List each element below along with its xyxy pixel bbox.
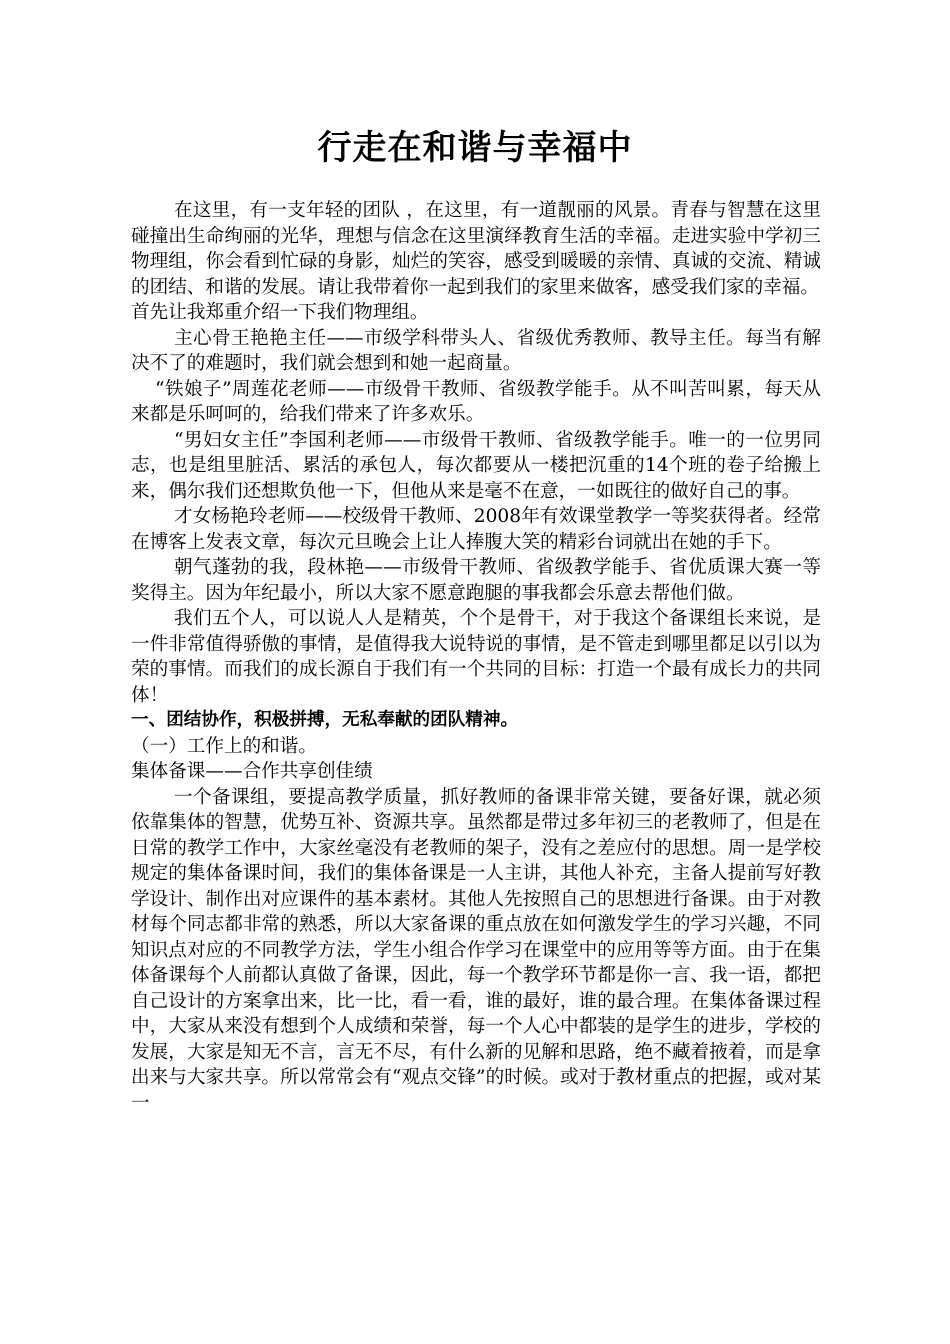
- document-title: 行走在和谐与幸福中: [317, 128, 633, 168]
- subtopic-heading: 集体备课——合作共享创佳绩: [131, 761, 373, 782]
- paragraph-member-zhou: “铁娘子”周莲花老师——市级骨干教师、省级教学能手。从不叫苦叫累，每天从来都是乐呵呵的，给我们带来了许多欢乐。: [131, 378, 821, 425]
- paragraph-collective-lesson-prep: 一个备课组，要提高教学质量，抓好教师的备课非常关键，要备好课，就必须依靠集体的智慧，优势互补、资源共享。虽然都是带过多年初三的老教师了，但是在日常的教学工作中，大家丝毫没有老教师的架子，没有之差应付的思想。周一是学校规定的集体备课时间，我们的集体备课是一人主讲，其他人补充，主备人提前写好教学设计、制作出对应课件的基本素材。其他人先按照自己的思想进行备课。由于对教材每个同志都非常的熟悉，所以大家备课的重点放在如何激发学生的学习兴趣，不同知识点对应的不同教学方法，学生小组合作学习在课堂中的应用等等方面。由于在集体备课每个人前都认真做了备课，因此，每一个教学环节都是你一言、我一语，都把自己设计的方案拿出来，比一比，看一看，谁的最好，谁的最合理。在集体备课过程中，大家从来没有想到个人成绩和荣誉，每一个人心中都装的是学生的进步，学校的发展，大家是知无不言，言无不尽，有什么新的见解和思路，绝不藏着掖着，而是拿出来与大家共享。所以常常会有“观点交锋”的时候。或对于教材重点的把握，或对某一: [131, 786, 821, 1114]
- document-body: [131, 198, 821, 1116]
- subsection-heading: （一）工作上的和谐。: [131, 735, 317, 757]
- paragraph-member-yang: 才女杨艳玲老师——校级骨干教师、2008年有效课堂教学一等奖获得者。经常在博客上发表文章，每次元旦晚会上让人捧腹大笑的精彩台词就出在她的手下。: [131, 506, 821, 553]
- paragraph-introduce-group: 首先让我郑重介绍一下我们物理组。: [131, 302, 429, 323]
- paragraph-member-duan: 朝气蓬勃的我，段林艳——市级骨干教师、省级教学能手、省优质课大赛一等奖得主。因为年纪最小，所以大家不愿意跑腿的事我都会乐意去帮他们做。: [131, 557, 821, 604]
- paragraph-member-li: “男妇女主任”李国利老师——市级骨干教师、省级教学能手。唯一的一位男同志，也是组里脏活、累活的承包人，每次都要从一楼把沉重的14个班的卷子给搬上来，偶尔我们还想欺负他一下，但他从来是毫不在意，一如既往的做好自己的事。: [131, 429, 821, 502]
- paragraph-member-wang: 主心骨王艳艳主任——市级学科带头人、省级优秀教师、教导主任。每当有解决不了的难题时，我们就会想到和她一起商量。: [131, 327, 821, 374]
- paragraph-team-summary: 我们五个人，可以说人人是精英，个个是骨干，对于我这个备课组长来说，是一件非常值得骄傲的事情，是值得我大说特说的事情，是不管走到哪里都足以引以为荣的事情。而我们的成长源自于我们有一个共同的目标：打造一个最有成长力的共同体！: [131, 608, 821, 706]
- section-heading: 一、团结协作，积极拼搏，无私奉献的团队精神。: [131, 710, 519, 730]
- paragraph-intro: 在这里，有一支年轻的团队 ，在这里，有一道靓丽的风景。青春与智慧在这里碰撞出生命绚丽的光华，理想与信念在这里演绎教育生活的幸福。走进实验中学初三物理组，你会看到忙碌的身影，灿烂的笑容，感受到暖暖的亲情、真诚的交流、精诚的团结、和谐的发展。请让我带着你一起到我们的家里来做客，感受我们家的幸福。: [131, 200, 821, 298]
